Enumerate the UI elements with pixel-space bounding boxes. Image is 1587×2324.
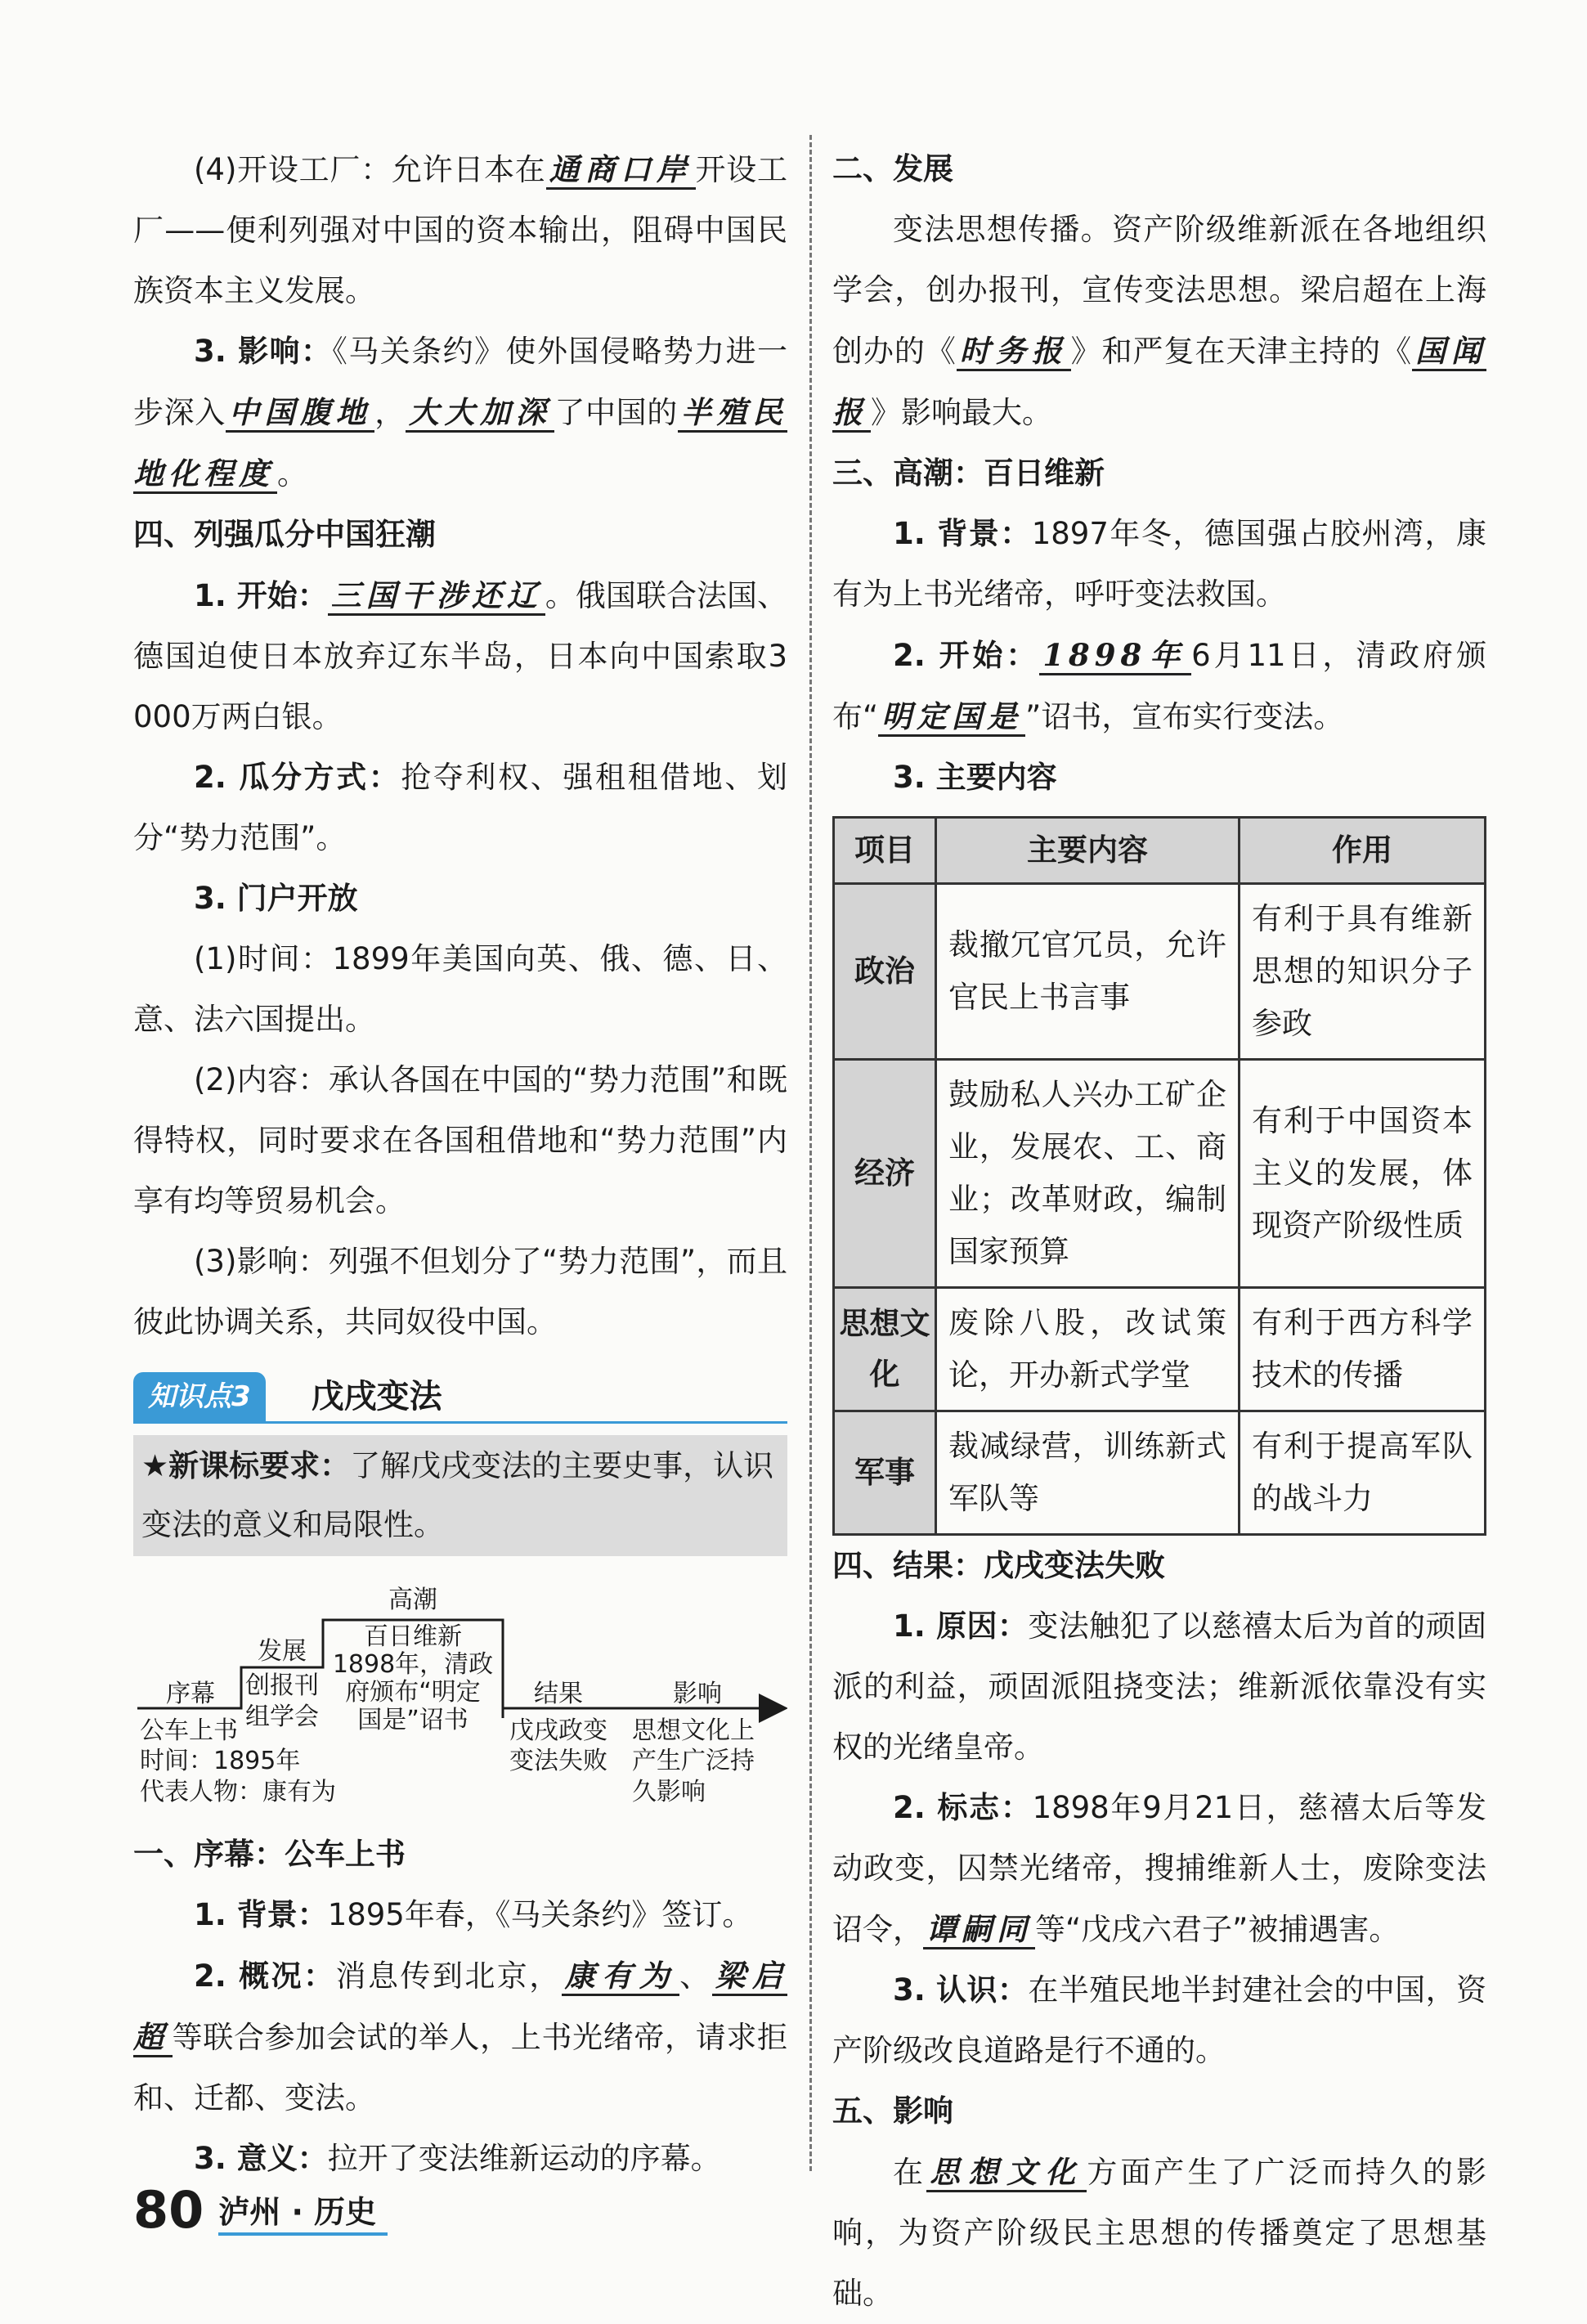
table-header-effect: 作用 (1240, 818, 1486, 884)
flow-node-climax-3: 府颁布“明定 (345, 1678, 481, 1707)
table-cell-item: 经济 (834, 1060, 936, 1288)
text: (4)开设工厂：允许日本在 (194, 152, 546, 187)
text: 抢夺利权、强租租借地、划分“势力范围”。 (133, 760, 788, 855)
keyword-triple-intervention: 三国干涉还辽 (328, 577, 545, 616)
text: 1895年春，《马关条约》签订。 (327, 1897, 753, 1932)
paragraph-overview (133, 1945, 787, 2129)
table-row (834, 884, 1486, 1060)
table-row (834, 1060, 1486, 1288)
text: 拉开了变法维新运动的序幕。 (327, 2141, 721, 2176)
paragraph-sign (832, 1778, 1486, 1960)
text: 《马关条约》使外国侵略势力进一步深入 (133, 334, 787, 430)
knowledge-point-bar (133, 1364, 787, 1424)
text: 等联合参加会试的举人，上书光绪帝，请求拒和、迁都、变法。 (133, 2020, 788, 2115)
flow-node-influence-2: 产生广泛持 (632, 1747, 755, 1775)
text: 变法思想传播。资产阶级维新派在各地组织学会，创办报刊，宣传变法思想。梁启超在上海创办的《 (832, 212, 1486, 369)
keyword-hinterland: 中国腹地 (226, 394, 374, 433)
table-header-row (834, 818, 1486, 884)
table-cell-item: 思想文化 (834, 1288, 936, 1411)
flow-node-influence: 影响 (673, 1680, 722, 1708)
lead-label: 3. 主要内容 (893, 760, 1057, 795)
text: 开设工厂——便利列强对中国的资本输出，阻碍中国民族资本主义发展。 (133, 152, 788, 308)
keyword-shiwubao: 时务报 (957, 333, 1071, 371)
lead-label: 1. 背景： (893, 516, 1032, 551)
flow-node-influence-1: 思想文化上 (632, 1716, 755, 1745)
lead-label: 2. 瓜分方式： (194, 760, 401, 795)
text: 1898年9月21日，慈禧太后等发动政变，囚禁光绪帝，搜捕维新人士，废除变法诏令， (832, 1790, 1486, 1947)
flow-node-influence-3: 久影响 (632, 1778, 706, 1806)
paragraph-development (832, 200, 1486, 443)
paragraph-open-door-3: (3)影响：列强不但划分了“势力范围”，而且彼此协调关系，共同奴役中国。 (133, 1244, 787, 1339)
table-cell-effect: 有利于中国资本主义的发展，体现资产阶级性质 (1240, 1060, 1486, 1288)
table-header-content: 主要内容 (936, 818, 1240, 884)
flow-node-climax-2: 1898年，清政 (332, 1650, 494, 1679)
paragraph-open-door-title (133, 868, 787, 929)
keyword-deepen: 大大加深 (406, 394, 554, 433)
keyword-mingdingguoshi: 明定国是 (878, 698, 1025, 737)
lead-label: 1. 原因： (893, 1608, 1029, 1644)
paragraph-impact (832, 2142, 1486, 2324)
reform-content-table (832, 816, 1486, 1536)
section-heading-5: 四、结果：戊戌变法失败 (832, 1548, 1165, 1583)
section-heading-1: 一、序幕：公车上书 (133, 1837, 406, 1872)
table-cell-item: 军事 (834, 1411, 936, 1535)
text: 》和严复在天津主持的《 (1070, 334, 1413, 369)
section-heading-2: 二、发展 (832, 151, 953, 186)
section-heading-6: 五、影响 (832, 2093, 953, 2129)
paragraph-understanding (832, 1960, 1486, 2081)
keyword-liang-qichao: 梁启超 (133, 1958, 787, 2057)
paragraph-open-door-2: (2)内容：承认各国在中国的“势力范围”和既得特权，同时要求在各国租借地和“势力范围”内享有均等贸易机会。 (133, 1062, 787, 1218)
keyword-tan-sitong: 谭嗣同 (923, 1911, 1035, 1949)
text: 了中国的 (554, 395, 678, 430)
paragraph-main-content-title (832, 747, 1486, 808)
paragraph-significance (133, 2129, 787, 2189)
text: 6月11日，清政府颁布“ (832, 638, 1486, 734)
table-cell-content: 鼓励私人兴办工矿企业，发展农、工、商业；改革财政，编制国家预算 (936, 1060, 1240, 1288)
paragraph-climax-background (832, 504, 1486, 625)
text: ， (374, 395, 406, 430)
lead-label: 3. 影响： (194, 334, 333, 369)
lead-label: 2. 标志： (893, 1790, 1033, 1825)
text: 方面产生了广泛而持久的影响，为资产阶级民主思想的传播奠定了思想基础。 (832, 2155, 1486, 2311)
text: 等“戊戌六君子”被捕遇害。 (1035, 1912, 1400, 1947)
flow-node-prelude-time: 时间：1895年 (140, 1747, 301, 1775)
keyword-guowenbao: 国闻报 (832, 333, 1486, 433)
column-divider (809, 135, 812, 2171)
lead-label: 3. 意义： (194, 2141, 328, 2176)
flow-node-prelude-person: 代表人物：康有为 (140, 1778, 336, 1806)
paragraph-open-door-1: (1)时间：1899年美国向英、俄、德、日、意、法六国提出。 (133, 941, 787, 1037)
flow-node-result-1: 戊戌政变 (509, 1716, 607, 1745)
left-column (133, 139, 787, 2189)
paragraph-background (133, 1885, 787, 1945)
text: 》影响最大。 (871, 395, 1052, 430)
curriculum-requirement-box (133, 1435, 787, 1556)
paragraph-cause (832, 1596, 1486, 1778)
table-cell-effect: 有利于西方科学技术的传播 (1240, 1288, 1486, 1411)
text: 在半殖民地半封建社会的中国，资产阶级改良道路是行不通的。 (832, 1972, 1486, 2068)
table-header-item: 项目 (834, 818, 936, 884)
flow-node-development-2: 组学会 (245, 1703, 319, 1731)
lead-label: 2. 开始： (893, 638, 1040, 673)
flow-node-result: 结果 (534, 1680, 583, 1708)
lead-label: 1. 背景： (194, 1897, 328, 1932)
paragraph-partition (133, 747, 787, 868)
keyword-semicolonial: 半殖民地化程度 (133, 394, 787, 494)
text: 。 (277, 456, 307, 491)
paragraph-start (133, 565, 787, 747)
flow-node-prelude: 序幕 (166, 1680, 215, 1708)
flow-node-climax-1: 百日维新 (364, 1622, 462, 1651)
flow-node-result-2: 变法失败 (509, 1747, 607, 1775)
keyword-treaty-ports: 通商口岸 (546, 151, 696, 190)
requirement-text: 了解戊戌变法的主要史事，认识变法的意义和局限性。 (141, 1448, 774, 1542)
text: 、 (679, 1958, 712, 1994)
text: 变法触犯了以慈禧太后为首的顽固派的利益，顽固派阻挠变法；维新派依靠没有实权的光绪皇帝。 (832, 1608, 1486, 1765)
paragraph-influence (133, 321, 787, 505)
lead-label: 2. 概况： (194, 1958, 336, 1994)
paragraph-climax-start (832, 625, 1486, 747)
section-heading-4: 四、列强瓜分中国狂潮 (133, 517, 436, 552)
table-cell-effect: 有利于具有维新思想的知识分子参政 (1240, 884, 1486, 1060)
flow-node-prelude-detail: 公车上书 (140, 1716, 238, 1745)
flow-node-development: 发展 (258, 1637, 307, 1666)
lead-label: 1. 开始： (194, 578, 328, 613)
table-cell-content: 裁撤冗官冗员，允许官民上书言事 (936, 884, 1240, 1060)
text: 消息传到北京， (335, 1958, 562, 1994)
knowledge-point-tag: 知识点3 (133, 1372, 266, 1421)
paragraph-factory (133, 139, 787, 321)
right-column (832, 139, 1486, 2324)
book-label: 泸州 · 历史 (218, 2192, 388, 2236)
table-cell-item: 政治 (834, 884, 936, 1060)
flow-node-development-1: 创报刊 (245, 1671, 319, 1700)
lead-label: 3. 认识： (893, 1972, 1029, 2008)
flow-node-climax: 高潮 (388, 1586, 437, 1614)
table-row (834, 1411, 1486, 1535)
page-footer (133, 2180, 388, 2240)
knowledge-point-title: 戊戌变法 (311, 1378, 442, 1415)
keyword-1898: 1898年 (1039, 637, 1191, 675)
flow-node-climax-4: 国是”诏书 (357, 1706, 468, 1734)
text: 。俄国联合法国、德国迫使日本放弃辽东半岛，日本向中国索取3 000万两白银。 (133, 578, 788, 734)
text: 在 (893, 2155, 927, 2190)
keyword-ideology-culture: 思想文化 (926, 2154, 1087, 2192)
section-heading-3: 三、高潮：百日维新 (832, 455, 1105, 491)
table-cell-content: 裁减绿营，训练新式军队等 (936, 1411, 1240, 1535)
reform-flow-diagram (133, 1571, 787, 1816)
table-cell-effect: 有利于提高军队的战斗力 (1240, 1411, 1486, 1535)
lead-label: 3. 门户开放 (194, 881, 358, 916)
text: ”诏书，宣布实行变法。 (1025, 699, 1344, 734)
table-row (834, 1288, 1486, 1411)
page-number: 80 (133, 2180, 204, 2240)
keyword-kang-youwei: 康有为 (562, 1958, 679, 1996)
requirement-label: ★新课标要求： (141, 1448, 351, 1483)
text: 1897年冬，德国强占胶州湾，康有为上书光绪帝，呼吁变法救国。 (832, 516, 1486, 612)
table-cell-content: 废除八股，改试策论，开办新式学堂 (936, 1288, 1240, 1411)
